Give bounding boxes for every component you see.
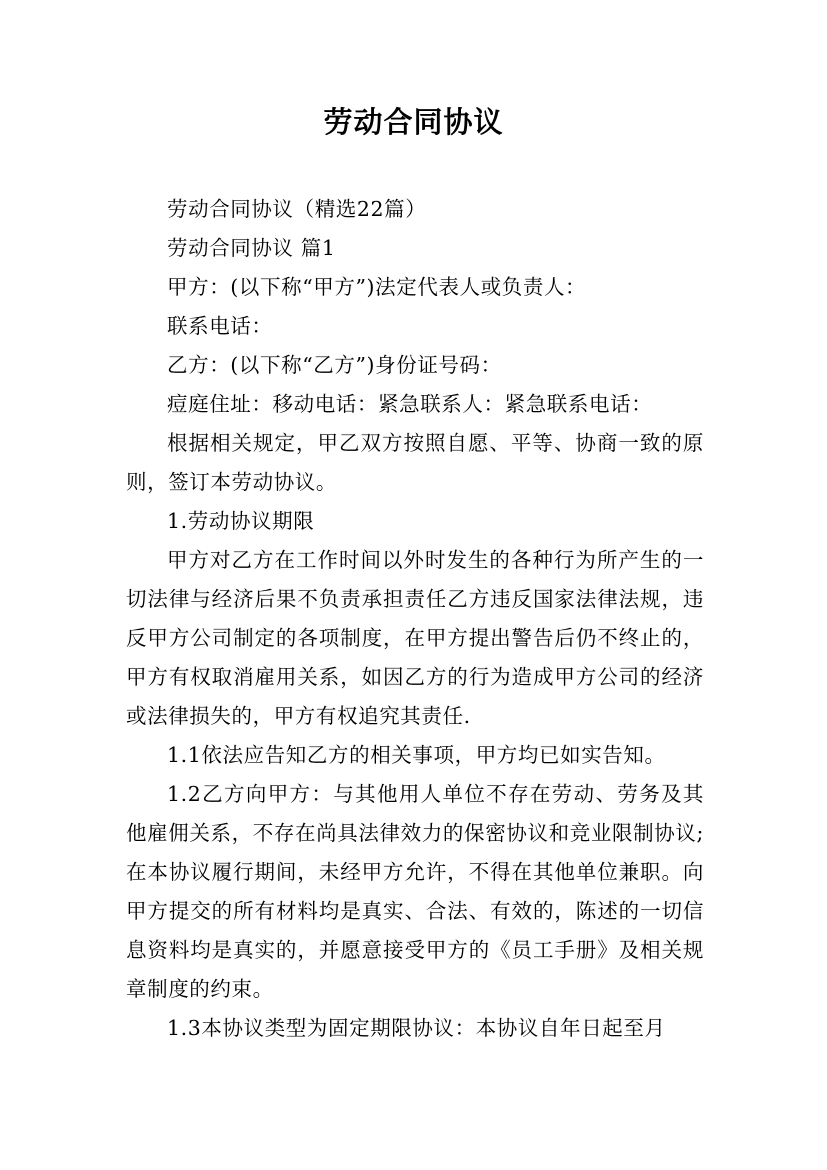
party-a-line: 甲方：(以下称“甲方”)法定代表人或负责人： <box>167 275 587 299</box>
intro-paragraph: 根据相关规定，甲乙双方按照自愿、平等、协商一致的原则，签订本劳动协议。 <box>126 431 704 494</box>
party-b-line: 乙方：(以下称“乙方”)身份证号码： <box>167 353 502 377</box>
section-heading: 劳动合同协议 篇1 <box>167 236 336 260</box>
document-body <box>126 190 704 1048</box>
clause-1-2: 1.2乙方向甲方：与其他用人单位不存在劳动、劳务及其他雇佣关系，不存在尚具法律效力的保密协议和竞业限制协议;在本协议履行期间，未经甲方允许，不得在其他单位兼职。向甲方提交的所有材料均是真实、合法、有效的，陈述的一切信息资料均是真实的，并愿意接受甲方的《员工手册》及相关规章制度的约束。 <box>126 782 704 1001</box>
address-line: 痘庭住址：移动电话：紧急联系人：紧急联系电话： <box>167 392 653 416</box>
document-title: 劳动合同协议 <box>323 105 504 139</box>
clause-heading: 1.劳动协议期限 <box>167 509 315 533</box>
liability-paragraph: 甲方对乙方在工作时间以外时发生的各种行为所产生的一切法律与经济后果不负责承担责任乙方违反国家法律法规，违反甲方公司制定的各项制度，在甲方提出警告后仍不终止的，甲方有权取消雇用关系，如因乙方的行为造成甲方公司的经济或法律损失的，甲方有权追究其责任. <box>126 548 704 728</box>
subtitle-line: 劳动合同协议（精选22篇） <box>167 197 427 221</box>
phone-line: 联系电话： <box>167 314 273 338</box>
clause-1-3: 1.3本协议类型为固定期限协议：本协议自年日起至月 <box>167 1016 666 1040</box>
clause-1-1: 1.1依法应告知乙方的相关事项，甲方均已如实告知。 <box>167 743 666 767</box>
